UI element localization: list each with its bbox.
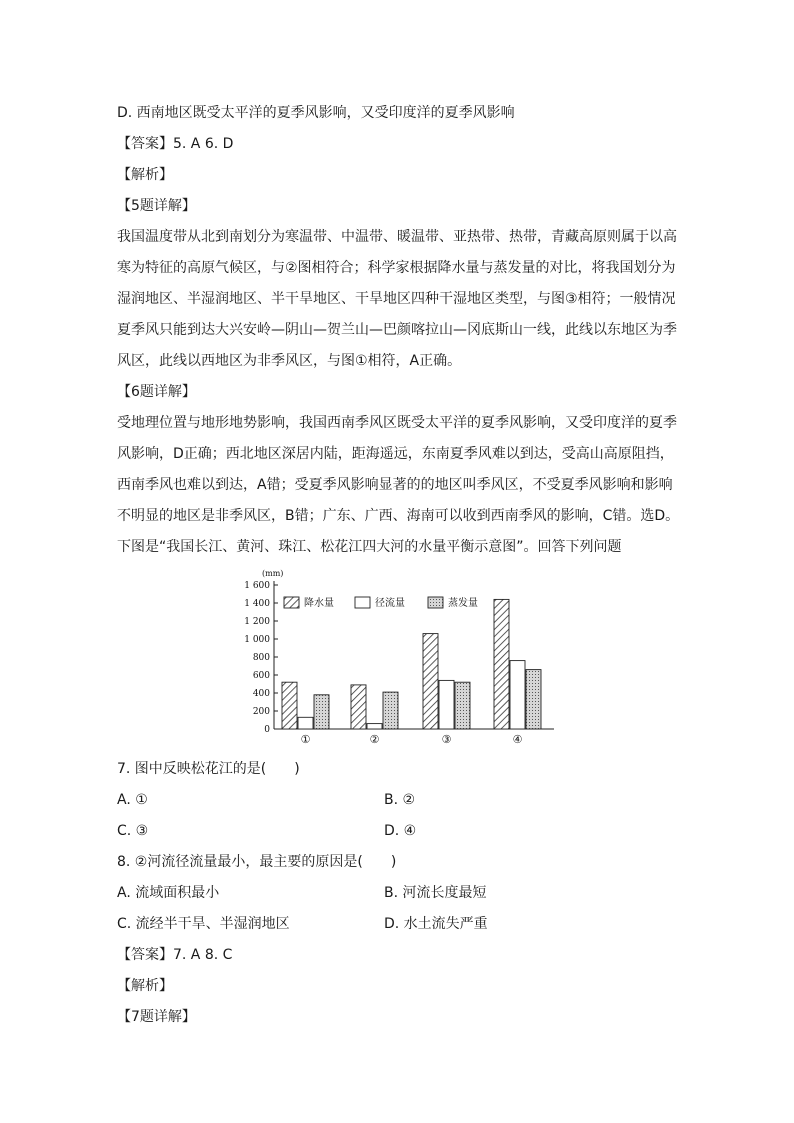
bar-径流量-4 bbox=[510, 661, 525, 729]
legend-swatch-降水量 bbox=[284, 597, 299, 608]
y-tick-label: 200 bbox=[252, 707, 270, 717]
q5-line: 风区，此线以西地区为非季风区，与图①相符，A正确。 bbox=[117, 353, 462, 369]
bar-蒸发量-1 bbox=[314, 695, 329, 729]
bar-蒸发量-2 bbox=[383, 692, 398, 729]
q5-line: 夏季风只能到达大兴安岭—阴山—贺兰山—巴颜喀拉山—冈底斯山一线，此线以东地区为季 bbox=[117, 322, 677, 338]
bar-径流量-2 bbox=[367, 724, 382, 729]
q5-line: 寒为特征的高原气候区，与②图相符合；科学家根据降水量与蒸发量的对比，将我国划分为 bbox=[117, 260, 676, 276]
y-tick-label: 800 bbox=[252, 653, 270, 663]
category-label: ④ bbox=[512, 733, 523, 746]
y-tick-label: 1 600 bbox=[244, 581, 270, 591]
q8-option-c: C. 流经半干旱、半湿润地区 bbox=[117, 916, 290, 932]
q6-explanation bbox=[117, 408, 687, 563]
q7-option-a: A. ① bbox=[117, 792, 148, 808]
y-tick-label: 1 000 bbox=[244, 635, 270, 645]
q7-option-d: D. ④ bbox=[384, 823, 417, 839]
category-label: ③ bbox=[441, 733, 452, 746]
q6-line: 受地理位置与地形地势影响，我国西南季风区既受太平洋的夏季风影响，又受印度洋的夏季 bbox=[117, 415, 677, 431]
legend-label-蒸发量: 蒸发量 bbox=[448, 598, 478, 609]
q6-line: 下图是“我国长江、黄河、珠江、松花江四大河的水量平衡示意图”。回答下列问题 bbox=[117, 539, 622, 555]
q5-line: 我国温度带从北到南划分为寒温带、中温带、暖温带、亚热带、热带，青藏高原则属于以高 bbox=[117, 229, 677, 245]
legend-swatch-径流量 bbox=[355, 597, 370, 608]
q8-option-a: A. 流域面积最小 bbox=[117, 885, 220, 901]
q7-heading: 【7题详解】 bbox=[117, 1009, 196, 1025]
legend-label-降水量: 降水量 bbox=[304, 598, 334, 609]
bar-径流量-1 bbox=[298, 717, 313, 729]
legend-label-径流量: 径流量 bbox=[375, 598, 405, 609]
q8-option-b: B. 河流长度最短 bbox=[384, 885, 487, 901]
legend-swatch-蒸发量 bbox=[428, 597, 443, 608]
answer-7-8: 【答案】7. A 8. C bbox=[117, 947, 233, 963]
q6-line: 西南季风也难以到达，A错；受夏季风影响显著的的地区叫季风区，不受夏季风影响和影响 bbox=[117, 477, 673, 493]
y-tick-label: 1 400 bbox=[244, 599, 270, 609]
y-tick-label: 600 bbox=[252, 671, 270, 681]
y-tick-label: 0 bbox=[264, 725, 270, 735]
analysis-label-2: 【解析】 bbox=[117, 978, 173, 994]
q6-line: 不明显的地区是非季风区，B错；广东、广西、海南可以收到西南季风的影响，C错。选D。 bbox=[117, 508, 680, 524]
q8-stem: 8. ②河流径流量最小，最主要的原因是( ) bbox=[117, 854, 397, 870]
bar-蒸发量-3 bbox=[455, 682, 470, 729]
category-label: ② bbox=[369, 733, 380, 746]
bar-径流量-3 bbox=[439, 680, 454, 729]
y-tick-label: 400 bbox=[252, 689, 270, 699]
y-tick-label: 1 200 bbox=[244, 617, 270, 627]
q7-stem: 7. 图中反映松花江的是( ) bbox=[117, 761, 300, 777]
bar-降水量-3 bbox=[423, 634, 438, 729]
q6-heading: 【6题详解】 bbox=[117, 384, 196, 400]
analysis-label-1: 【解析】 bbox=[117, 167, 173, 183]
bar-降水量-4 bbox=[494, 599, 509, 729]
q7-option-b: B. ② bbox=[384, 792, 416, 808]
bar-蒸发量-4 bbox=[526, 670, 541, 729]
category-label: ① bbox=[300, 733, 311, 746]
water-balance-chart bbox=[232, 566, 562, 752]
prev-option-d: D. 西南地区既受太平洋的夏季风影响，又受印度洋的夏季风影响 bbox=[117, 105, 515, 121]
bar-降水量-2 bbox=[351, 685, 366, 729]
y-unit-label: (mm) bbox=[262, 569, 284, 578]
q5-explanation bbox=[117, 222, 687, 377]
q8-option-d: D. 水土流失严重 bbox=[384, 916, 488, 932]
answer-5-6: 【答案】5. A 6. D bbox=[117, 136, 234, 152]
q7-option-c: C. ③ bbox=[117, 823, 149, 839]
q6-line: 风影响，D正确；西北地区深居内陆，距海遥远，东南夏季风难以到达，受高山高原阻挡， bbox=[117, 446, 674, 462]
bar-降水量-1 bbox=[282, 682, 297, 729]
q5-heading: 【5题详解】 bbox=[117, 198, 196, 214]
q5-line: 湿润地区、半湿润地区、半干旱地区、干旱地区四种干湿地区类型，与图③相符；一般情况 bbox=[117, 291, 676, 307]
